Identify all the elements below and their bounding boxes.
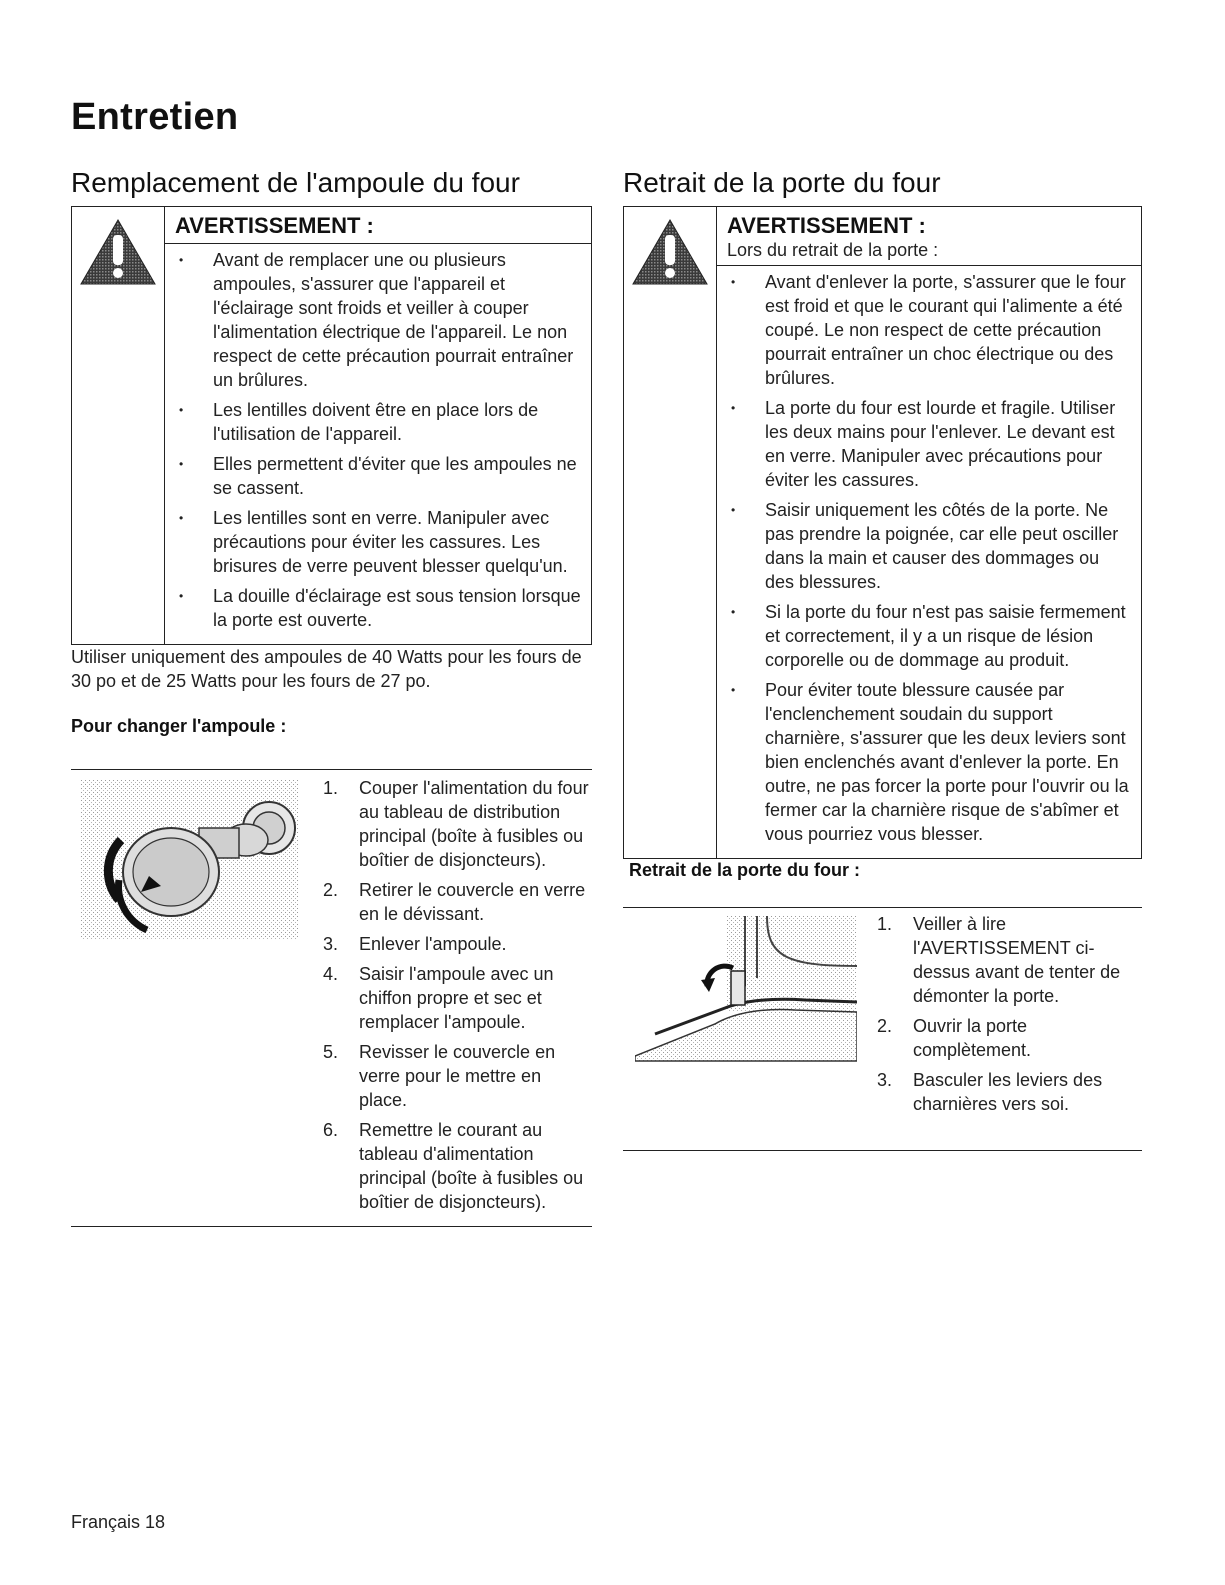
step-number: 2. — [323, 880, 339, 900]
step-item — [323, 878, 592, 926]
warning-list — [165, 244, 591, 644]
step-text: Veiller à lire l'AVERTISSEMENT ci-dessus avant de tenter de démonter la porte. — [913, 914, 1121, 1006]
warning-triangle-icon — [78, 217, 158, 287]
step-text: Couper l'alimentation du four au tableau de distribution principal (boîte à fusibles ou boîtier de disjoncteurs). — [359, 778, 589, 870]
steps-heading-door: Retrait de la porte du four : — [629, 860, 861, 880]
warning-title: AVERTISSEMENT : — [175, 213, 374, 238]
list-item: • Elles permettent d'éviter que les ampoules ne se cassent. — [175, 452, 583, 500]
warning-box-door — [623, 206, 1142, 859]
step-item — [877, 912, 1126, 1008]
step-text: Enlever l'ampoule. — [359, 934, 507, 954]
list-item: • Avant d'enlever la porte, s'assurer que le four est froid et que le courant qui l'alimente a été coupé. Le non respect de cette précaution pourrait entraîner un choc électrique ou des brûlures. — [727, 270, 1133, 390]
section-title-bulb: Remplacement de l'ampoule du four — [71, 167, 520, 198]
warning-subtitle: Lors du retrait de la porte : — [727, 240, 939, 260]
steps-block-door — [623, 907, 1142, 1151]
step-number: 1. — [323, 778, 339, 798]
warning-icon-cell — [72, 207, 165, 644]
step-number: 3. — [323, 934, 339, 954]
list-item: • Si la porte du four n'est pas saisie fermement et correctement, il y a un risque de lésion corporelle ou de dommage au produit. — [727, 600, 1133, 672]
door-figure — [623, 912, 877, 1122]
section-title-door: Retrait de la porte du four — [623, 167, 941, 198]
warning-header — [717, 207, 1141, 266]
step-item — [323, 962, 592, 1034]
step-text: Revisser le couvercle en verre pour le mettre en place. — [359, 1042, 556, 1110]
bulb-wattage-note: Utiliser uniquement des ampoules de 40 Watts pour les fours de 30 po et de 25 Watts pour les fours de 27 po. — [71, 647, 582, 691]
step-text: Retirer le couvercle en verre en le dévissant. — [359, 880, 586, 924]
step-text: Basculer les leviers des charnières vers soi. — [913, 1070, 1103, 1114]
page-title: Entretien — [71, 96, 239, 138]
step-item — [323, 1118, 592, 1214]
warning-list — [717, 266, 1141, 858]
step-text: Ouvrir la porte complètement. — [913, 1016, 1032, 1060]
list-item: • Les lentilles doivent être en place lors de l'utilisation de l'appareil. — [175, 398, 583, 446]
step-number: 1. — [877, 914, 893, 934]
left-column — [71, 165, 592, 1227]
steps-block-bulb — [71, 769, 592, 1227]
step-item — [323, 1040, 592, 1112]
warning-header — [165, 207, 591, 244]
steps-heading-bulb: Pour changer l'ampoule : — [71, 716, 287, 736]
warning-title: AVERTISSEMENT : — [727, 213, 926, 238]
step-number: 2. — [877, 1016, 893, 1036]
right-column — [623, 165, 1142, 1151]
warning-content — [717, 207, 1141, 858]
bulb-cover-image — [81, 780, 299, 940]
door-hinge-image — [635, 916, 857, 1076]
step-item — [877, 1068, 1126, 1116]
warning-icon-cell — [624, 207, 717, 858]
warning-content — [165, 207, 591, 644]
steps-list-door — [877, 912, 1142, 1122]
page-footer: Français 18 — [71, 1512, 166, 1532]
list-item: • Avant de remplacer une ou plusieurs ampoules, s'assurer que l'appareil et l'éclairage sont froids et veiller à couper l'alimentation électrique de l'appareil. Le non respect de cette précaution pourrait entraîner un brûlures. — [175, 248, 583, 392]
step-number: 6. — [323, 1120, 339, 1140]
step-text: Saisir l'ampoule avec un chiffon propre et sec et remplacer l'ampoule. — [359, 964, 554, 1032]
list-item: • Pour éviter toute blessure causée par l'enclenchement soudain du support charnière, s'assurer que les deux leviers sont bien enclenchés avant d'enlever la porte. En outre, ne pas forcer la porte pour l'ouvrir ou la fermer car la charnière risque de s'abîmer et vous pourriez vous blesser. — [727, 678, 1133, 846]
step-item — [323, 776, 592, 872]
list-item: • Saisir uniquement les côtés de la porte. Ne pas prendre la poignée, car elle peut osciller dans la main et causer des dommages ou des blessures. — [727, 498, 1133, 594]
step-number: 3. — [877, 1070, 893, 1090]
list-item: • La douille d'éclairage est sous tension lorsque la porte est ouverte. — [175, 584, 583, 632]
step-text: Remettre le courant au tableau d'alimentation principal (boîte à fusibles ou boîtier de disjoncteurs). — [359, 1120, 584, 1212]
bulb-figure — [71, 776, 323, 1220]
step-item — [877, 1014, 1126, 1062]
list-item: • Les lentilles sont en verre. Manipuler avec précautions pour éviter les cassures. Les brisures de verre peuvent blesser quelqu'un. — [175, 506, 583, 578]
step-number: 4. — [323, 964, 339, 984]
step-item — [323, 932, 592, 956]
step-number: 5. — [323, 1042, 339, 1062]
warning-box-bulb — [71, 206, 592, 645]
list-item: • La porte du four est lourde et fragile. Utiliser les deux mains pour l'enlever. Le devant est en verre. Manipuler avec précautions pour éviter les cassures. — [727, 396, 1133, 492]
warning-triangle-icon — [630, 217, 710, 287]
steps-list-bulb — [323, 776, 592, 1220]
